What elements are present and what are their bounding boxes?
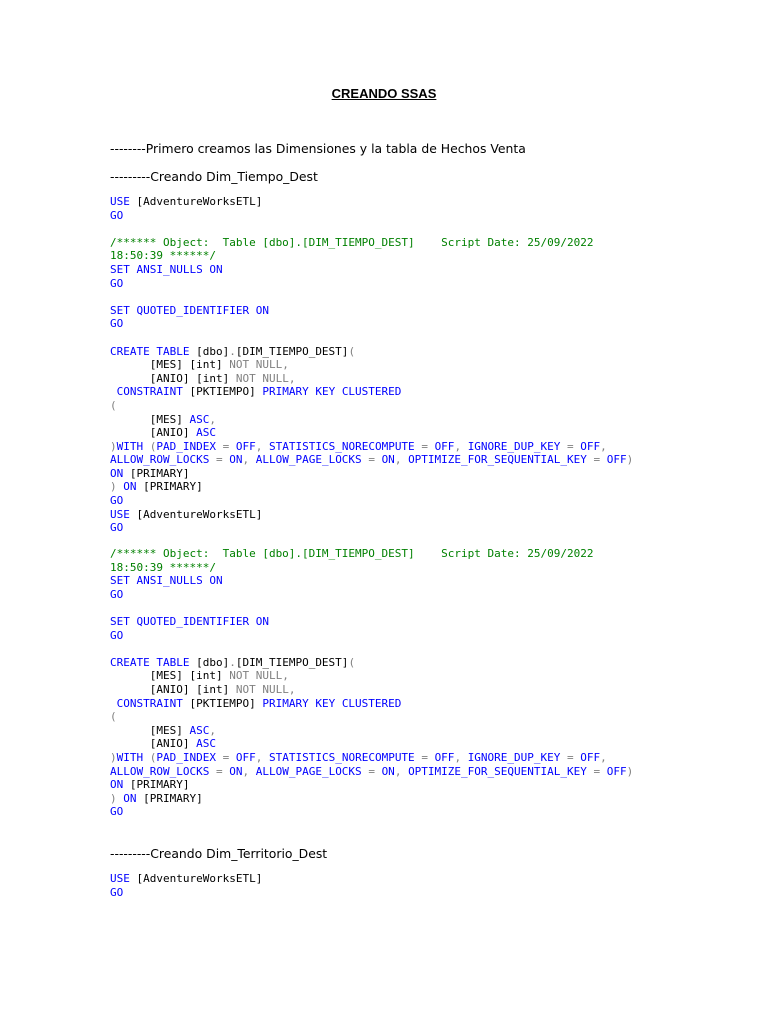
code-token: [MES] — [110, 412, 190, 426]
code-token: /****** Object: Table [dbo].[DIM_TIEMPO_DEST] Script Date: 25/09/2022 — [110, 235, 594, 249]
code-line — [110, 195, 633, 209]
code-line — [110, 574, 633, 588]
code-token: CREATE TABLE — [110, 344, 197, 358]
code-token: OFF — [235, 439, 256, 453]
code-token: OFF — [580, 750, 601, 764]
code-line — [110, 886, 262, 900]
code-token: . — [229, 655, 236, 669]
code-token: = — [368, 453, 382, 467]
code-token: [AdventureWorksETL] — [136, 507, 263, 521]
code-token: , — [209, 412, 216, 426]
code-line — [110, 385, 633, 399]
code-line — [110, 372, 633, 386]
code-token: [PRIMARY] — [143, 791, 203, 805]
code-block-2 — [110, 547, 633, 819]
code-token: [MES] — [110, 723, 190, 737]
code-token: USE — [110, 507, 137, 521]
code-token: OFF — [434, 439, 455, 453]
dim-tiempo-heading: ---------Creando Dim_Tiempo_Dest — [110, 169, 318, 184]
code-token: SET ANSI_NULLS ON — [110, 574, 223, 588]
code-token: = — [222, 439, 236, 453]
code-line — [110, 209, 633, 223]
code-line — [110, 561, 633, 575]
code-line — [110, 521, 633, 535]
code-token: ALLOW_PAGE_LOCKS — [255, 453, 369, 467]
code-token: PAD_INDEX — [156, 439, 223, 453]
code-token: ON — [381, 453, 395, 467]
page-title: CREANDO SSAS — [331, 86, 437, 101]
code-line — [110, 358, 633, 372]
code-token: [MES] [int] — [110, 358, 230, 372]
code-token: CONSTRAINT — [110, 696, 190, 710]
code-token: OFF — [434, 750, 455, 764]
code-token: [ANIO] [int] — [110, 682, 236, 696]
code-block-3 — [110, 872, 262, 899]
code-token: ON — [110, 778, 130, 792]
code-token: SET QUOTED_IDENTIFIER ON — [110, 303, 269, 317]
code-line — [110, 642, 633, 656]
code-token: [PRIMARY] — [129, 778, 190, 792]
code-token: GO — [110, 885, 124, 899]
code-line — [110, 629, 633, 643]
code-token: ) — [626, 764, 634, 778]
code-token: GO — [110, 208, 124, 222]
code-token: SET ANSI_NULLS ON — [110, 262, 223, 276]
code-token: ALLOW_ROW_LOCKS — [110, 453, 216, 467]
code-line — [110, 683, 633, 697]
code-token: CREATE TABLE — [110, 655, 197, 669]
code-token: [PKTIEMPO] — [189, 696, 263, 710]
code-token: [DIM_TIEMPO_DEST] — [235, 344, 349, 358]
code-token: ON — [123, 791, 144, 805]
code-line — [110, 656, 633, 670]
code-token: ON — [229, 764, 243, 778]
code-token: , — [209, 723, 216, 737]
code-line — [110, 277, 633, 291]
code-token: , — [394, 453, 409, 467]
code-token: OFF — [606, 453, 627, 467]
code-token: = — [421, 439, 435, 453]
code-token: = — [593, 453, 607, 467]
code-token: ( — [348, 344, 356, 358]
code-line — [110, 765, 633, 779]
code-token: [PRIMARY] — [143, 480, 203, 494]
code-line — [110, 737, 633, 751]
code-token: SET QUOTED_IDENTIFIER ON — [110, 614, 269, 628]
code-line — [110, 494, 633, 508]
code-line — [110, 547, 633, 561]
code-token: [PKTIEMPO] — [189, 385, 263, 399]
code-line — [110, 317, 633, 331]
code-token: WITH — [116, 750, 150, 764]
code-line — [110, 778, 633, 792]
code-line — [110, 222, 633, 236]
code-token: 18:50:39 ******/ — [110, 249, 216, 263]
code-token: = — [368, 764, 382, 778]
code-token: , — [255, 439, 269, 453]
code-line — [110, 467, 633, 481]
code-token: GO — [110, 521, 124, 535]
code-token: 18:50:39 ******/ — [110, 560, 216, 574]
code-token: = — [215, 764, 230, 778]
code-line — [110, 345, 633, 359]
code-line — [110, 399, 633, 413]
code-token: ASC — [196, 737, 216, 751]
code-line — [110, 304, 633, 318]
code-token: GO — [110, 494, 124, 508]
code-line — [110, 249, 633, 263]
code-token: ) — [110, 480, 124, 494]
code-token: [AdventureWorksETL] — [136, 872, 263, 885]
code-token: PRIMARY KEY CLUSTERED — [262, 385, 402, 399]
code-token: [ANIO] — [110, 737, 197, 751]
code-token: , — [242, 764, 256, 778]
code-line — [110, 669, 633, 683]
code-token: [dbo] — [196, 655, 230, 669]
code-token: ( — [110, 398, 117, 412]
code-token: PAD_INDEX — [156, 750, 223, 764]
code-token: [AdventureWorksETL] — [136, 195, 263, 208]
code-token: , — [255, 750, 269, 764]
dim-territorio-heading: ---------Creando Dim_Territorio_Dest — [110, 846, 328, 861]
code-token: ) — [110, 439, 117, 453]
code-line — [110, 792, 633, 806]
code-token: ON — [381, 764, 395, 778]
code-token: , — [600, 750, 607, 764]
code-token: ( — [110, 710, 117, 724]
code-token: = — [567, 750, 581, 764]
code-token: USE — [110, 872, 137, 885]
code-token: = — [421, 750, 435, 764]
code-token: ( — [149, 750, 157, 764]
code-token: GO — [110, 276, 124, 290]
code-line — [110, 453, 633, 467]
code-token: STATISTICS_NORECOMPUTE — [268, 750, 422, 764]
code-token: ASC — [189, 723, 210, 737]
code-token: OFF — [580, 439, 601, 453]
code-token: , — [394, 764, 409, 778]
code-line — [110, 872, 262, 886]
code-token: ALLOW_PAGE_LOCKS — [255, 764, 369, 778]
code-line — [110, 588, 633, 602]
code-line — [110, 508, 633, 522]
code-token: GO — [110, 587, 124, 601]
code-token: ALLOW_ROW_LOCKS — [110, 764, 216, 778]
code-line — [110, 263, 633, 277]
code-token: , — [242, 453, 256, 467]
code-token: ) — [626, 453, 634, 467]
code-line — [110, 290, 633, 304]
code-token: NOT NULL, — [229, 358, 289, 372]
code-token: ON — [229, 453, 243, 467]
code-line — [110, 724, 633, 738]
code-token: NOT NULL, — [235, 682, 296, 696]
code-line — [110, 601, 633, 615]
code-token: STATISTICS_NORECOMPUTE — [268, 439, 422, 453]
code-token: IGNORE_DUP_KEY — [467, 439, 568, 453]
code-token: ON — [123, 480, 144, 494]
code-token: GO — [110, 317, 124, 331]
code-line — [110, 697, 633, 711]
code-line — [110, 805, 633, 819]
code-token: NOT NULL, — [235, 371, 296, 385]
code-token: [dbo] — [196, 344, 230, 358]
code-token: /****** Object: Table [dbo].[DIM_TIEMPO_DEST] Script Date: 25/09/2022 — [110, 547, 594, 560]
code-line — [110, 615, 633, 629]
code-token: WITH — [116, 439, 150, 453]
code-line — [110, 331, 633, 345]
code-line — [110, 236, 633, 250]
code-token: GO — [110, 628, 124, 642]
code-token: , — [454, 750, 468, 764]
code-line — [110, 480, 633, 494]
code-line — [110, 426, 633, 440]
code-token: [MES] [int] — [110, 669, 230, 683]
code-token: ( — [348, 655, 356, 669]
code-token: ) — [110, 750, 117, 764]
code-block-1 — [110, 195, 633, 535]
code-token: NOT NULL, — [229, 669, 289, 683]
code-token: [ANIO] [int] — [110, 371, 236, 385]
code-token: , — [454, 439, 468, 453]
code-token: = — [215, 453, 230, 467]
code-token: PRIMARY KEY CLUSTERED — [262, 696, 402, 710]
code-token: ( — [149, 439, 157, 453]
code-token: ASC — [196, 426, 216, 440]
code-token: [PRIMARY] — [129, 466, 190, 480]
code-token: = — [567, 439, 581, 453]
code-token: GO — [110, 805, 124, 819]
code-token: , — [600, 439, 607, 453]
code-line — [110, 413, 633, 427]
intro-heading: --------Primero creamos las Dimensiones y la tabla de Hechos Venta — [110, 141, 526, 156]
code-token: OFF — [606, 764, 627, 778]
code-line — [110, 710, 633, 724]
code-line — [110, 440, 633, 454]
code-token: USE — [110, 195, 137, 208]
code-token: OFF — [235, 750, 256, 764]
code-token: [DIM_TIEMPO_DEST] — [235, 655, 349, 669]
code-token: [ANIO] — [110, 426, 197, 440]
code-token: = — [593, 764, 607, 778]
code-line — [110, 751, 633, 765]
code-token: OPTIMIZE_FOR_SEQUENTIAL_KEY — [408, 764, 594, 778]
code-token: ) — [110, 791, 124, 805]
code-token: IGNORE_DUP_KEY — [467, 750, 568, 764]
code-token: CONSTRAINT — [110, 385, 190, 399]
code-token: . — [229, 344, 236, 358]
code-token: ON — [110, 466, 130, 480]
code-token: = — [222, 750, 236, 764]
code-token: ASC — [189, 412, 210, 426]
code-token: OPTIMIZE_FOR_SEQUENTIAL_KEY — [408, 453, 594, 467]
